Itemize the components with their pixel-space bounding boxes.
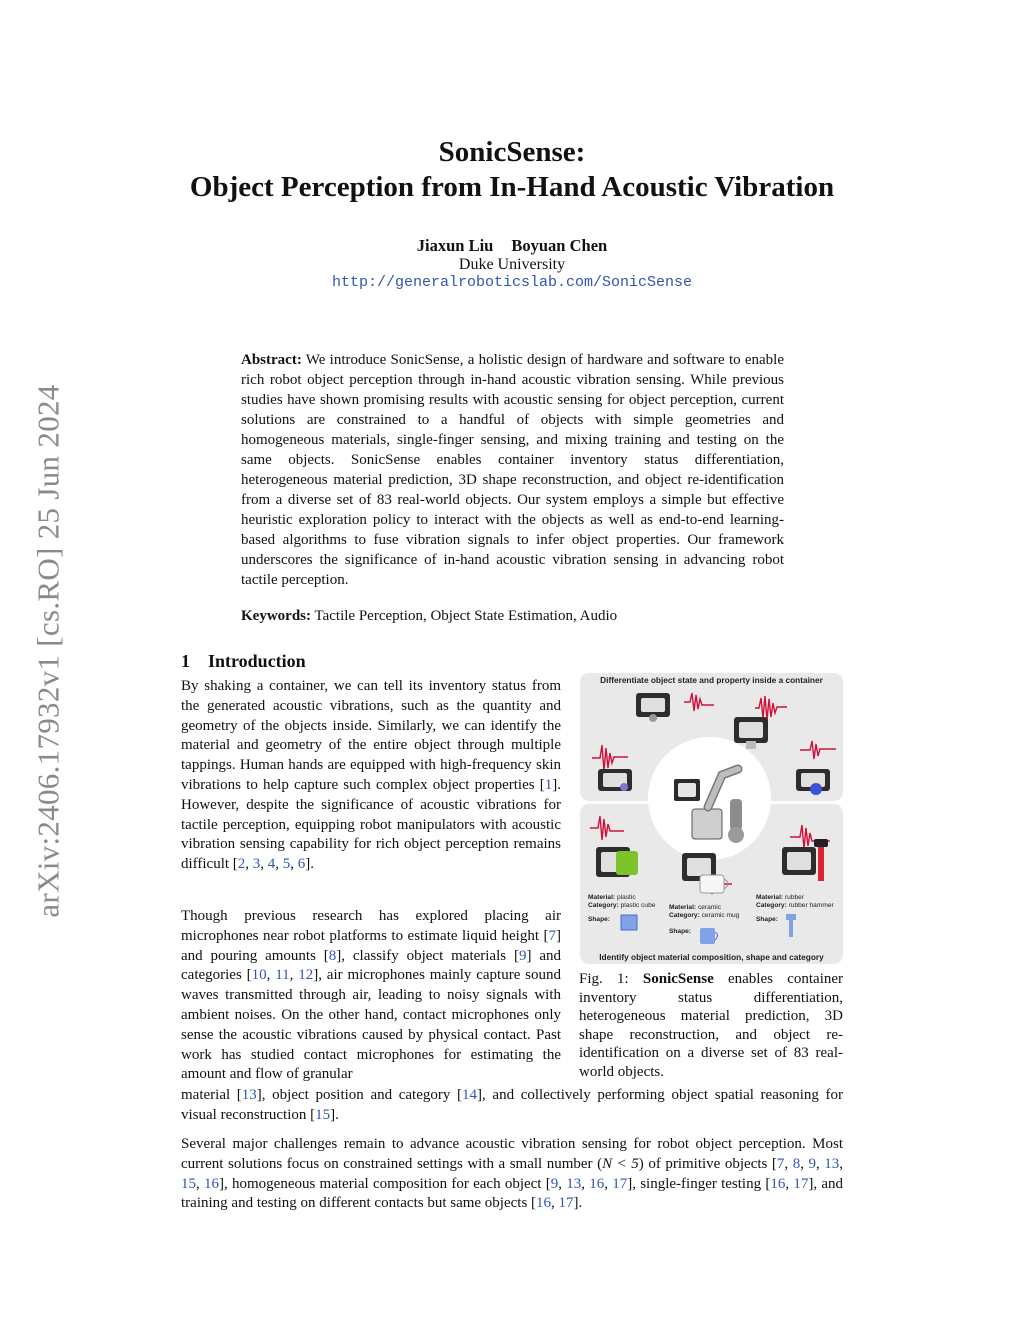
citation-link[interactable]: 9 — [808, 1155, 816, 1172]
intro-paragraph-2: Though previous research has explored placing air microphones near robot platforms to estimate liquid height [7] and pouring amounts [8], classify object materials [9] and categories [10, 11, 12], air microphones mainly capture sound waves transmitted through air, leading to noisy signals with ambient noises. On the other hand, contact microphones only sense the acoustic vibrations caused by physical contact. Past work has studied contact microphones for estimating the amount and flow of granular — [181, 908, 562, 1083]
gripper-illustration — [594, 765, 638, 802]
gripper-with-plastic-cube-illustration — [594, 841, 642, 892]
abstract-label: Abstract: — [241, 352, 302, 368]
citation-link[interactable]: 8 — [328, 947, 337, 964]
keywords-label: Keywords: — [241, 608, 311, 624]
gripper-illustration — [730, 713, 774, 756]
citation-link[interactable]: 16 — [204, 1175, 219, 1192]
shape-reconstruction-cube-icon — [618, 911, 640, 933]
affiliation: Duke University — [458, 256, 566, 273]
citation-link[interactable]: 15 — [315, 1106, 331, 1123]
section-title: Introduction — [208, 651, 306, 671]
abstract — [241, 350, 784, 590]
caption-text: enables container inventory status differentiation, heterogeneous material prediction, 3D shape reconstruction, and object re-identification on a diverse set of 83 real-world objects. — [579, 971, 844, 1080]
citation-link[interactable]: 14 — [462, 1087, 478, 1103]
keywords — [241, 606, 784, 626]
caption-label: Fig. 1: — [579, 971, 629, 987]
citation-link[interactable]: 7 — [548, 927, 556, 944]
abstract-text: We introduce SonicSense, a holistic design of hardware and software to enable rich robot object perception through in-hand acoustic vibration sensing. While previous studies have shown promising results with acoustic sensing for object perception, current solutions are constrained to a handful of objects with simple geometries and homogeneous materials, single-finger sensing, and mixing training and testing on the same objects. SonicSense enables container inventory status differentiation, heterogeneous material prediction, 3D shape reconstruction, and object re-identification from a diverse set of 83 real-world objects. Our system employs a simple but effective heuristic exploration policy to interact with the objects as well as end-to-end learning-based algorithms to fuse vibration signals to infer object properties. Our framework underscores the significance of in-hand acoustic vibration sensing in advancing robot tactile perception. — [241, 352, 784, 588]
citation-link[interactable]: 17 — [612, 1175, 628, 1192]
citation-link[interactable]: 13 — [241, 1087, 257, 1103]
citation-link[interactable]: 16 — [536, 1195, 552, 1212]
citation-link[interactable]: 7 — [776, 1155, 785, 1172]
citation-link[interactable]: 3 — [252, 856, 261, 873]
figure-footer: Identify object material composition, shape and category — [599, 952, 824, 962]
citation-link[interactable]: 15 — [181, 1175, 196, 1192]
material-label-plastic: Material: plastic Category: plastic cube Shape: — [588, 894, 656, 923]
author-name: Boyuan Chen — [511, 236, 608, 255]
gripper-with-ceramic-mug-illustration — [678, 851, 736, 902]
citation-link[interactable]: 13 — [824, 1155, 840, 1172]
gripper-with-rubber-hammer-illustration — [780, 839, 836, 892]
citation-link[interactable]: 8 — [792, 1155, 801, 1172]
math-inline: N < 5 — [602, 1155, 639, 1172]
shape-reconstruction-mug-icon — [697, 923, 721, 947]
author-name: Jiaxun Liu — [416, 236, 494, 255]
citation-link[interactable]: 1 — [544, 776, 553, 793]
citation-link[interactable]: 9 — [550, 1175, 559, 1192]
citation-link[interactable]: 11 — [275, 967, 290, 984]
section-heading — [181, 651, 306, 672]
intro-paragraph-3: Several major challenges remain to advance acoustic vibration sensing for robot object perception. Most current solutions focus on constrained settings with a small number (N < 5) of primitive objects [7, 8, 9, 13, 15, 16], homogeneous material composition for each object [9, 13, 16, 17], single-finger testing [16, 17], and training and testing on different contacts but same objects [16, 17]. — [181, 1136, 844, 1212]
gripper-illustration — [792, 765, 838, 804]
citation-link[interactable]: 10 — [251, 967, 267, 984]
citation-link[interactable]: 12 — [298, 967, 314, 984]
citation-link[interactable]: 16 — [770, 1175, 786, 1192]
shape-reconstruction-hammer-icon — [784, 913, 798, 939]
citation-link[interactable]: 17 — [793, 1175, 809, 1192]
vibration-wave-icon — [684, 691, 714, 713]
keywords-text: Tactile Perception, Object State Estimation, Audio — [314, 608, 618, 624]
arxiv-watermark — [20, 356, 78, 946]
vibration-wave-icon — [800, 737, 836, 763]
intro-paragraph-2-continued: material [13], object position and category [14], and collectively performing object spatial reasoning for visual reconstruction [15]. — [181, 1087, 843, 1123]
gripper-illustration — [632, 687, 676, 728]
caption-name: SonicSense — [642, 971, 714, 987]
paper-title-line1: SonicSense: — [438, 136, 586, 168]
citation-link[interactable]: 9 — [518, 947, 527, 964]
project-url-link[interactable]: http://generalroboticslab.com/SonicSense — [331, 274, 693, 291]
citation-link[interactable]: 13 — [566, 1175, 582, 1192]
material-label-ceramic: Material: ceramic Category: ceramic mug Shape: — [669, 904, 740, 935]
citation-link[interactable]: 17 — [558, 1195, 574, 1212]
citation-link[interactable]: 5 — [282, 856, 291, 873]
section-number: 1 — [181, 651, 190, 671]
paper-title-line2: Object Perception from In-Hand Acoustic Vibration — [189, 171, 835, 203]
material-label-rubber: Material: rubber Category: rubber hammer Shape: — [756, 894, 834, 923]
vibration-wave-icon — [590, 813, 624, 843]
figure-1 — [580, 673, 843, 964]
figure-header: Differentiate object state and property inside a container — [600, 675, 823, 685]
citation-link[interactable]: 4 — [267, 856, 276, 873]
citation-link[interactable]: 16 — [589, 1175, 605, 1192]
intro-paragraph-1: By shaking a container, we can tell its inventory status from the generated acoustic vibrations, such as the quantity and geometry of the objects inside. Similarly, we can identify the material and geometry of the entire object through multiple tappings. Human hands are equipped with high-frequency skin vibrations to help capture such complex object properties [1]. However, despite the significance of acoustic vibrations for tactile perception, equipping robot manipulators with acoustic vibration sensing capability for rich object perception remains difficult [2, 3, 4, 5, 6]. — [181, 678, 561, 873]
arxiv-id: arXiv:2406.17932v1 [cs.RO] 25 Jun 2024 — [31, 384, 67, 918]
citation-link[interactable]: 2 — [237, 856, 246, 873]
author-list — [0, 236, 1024, 256]
citation-link[interactable]: 6 — [297, 856, 306, 873]
figure-caption — [579, 970, 843, 1081]
